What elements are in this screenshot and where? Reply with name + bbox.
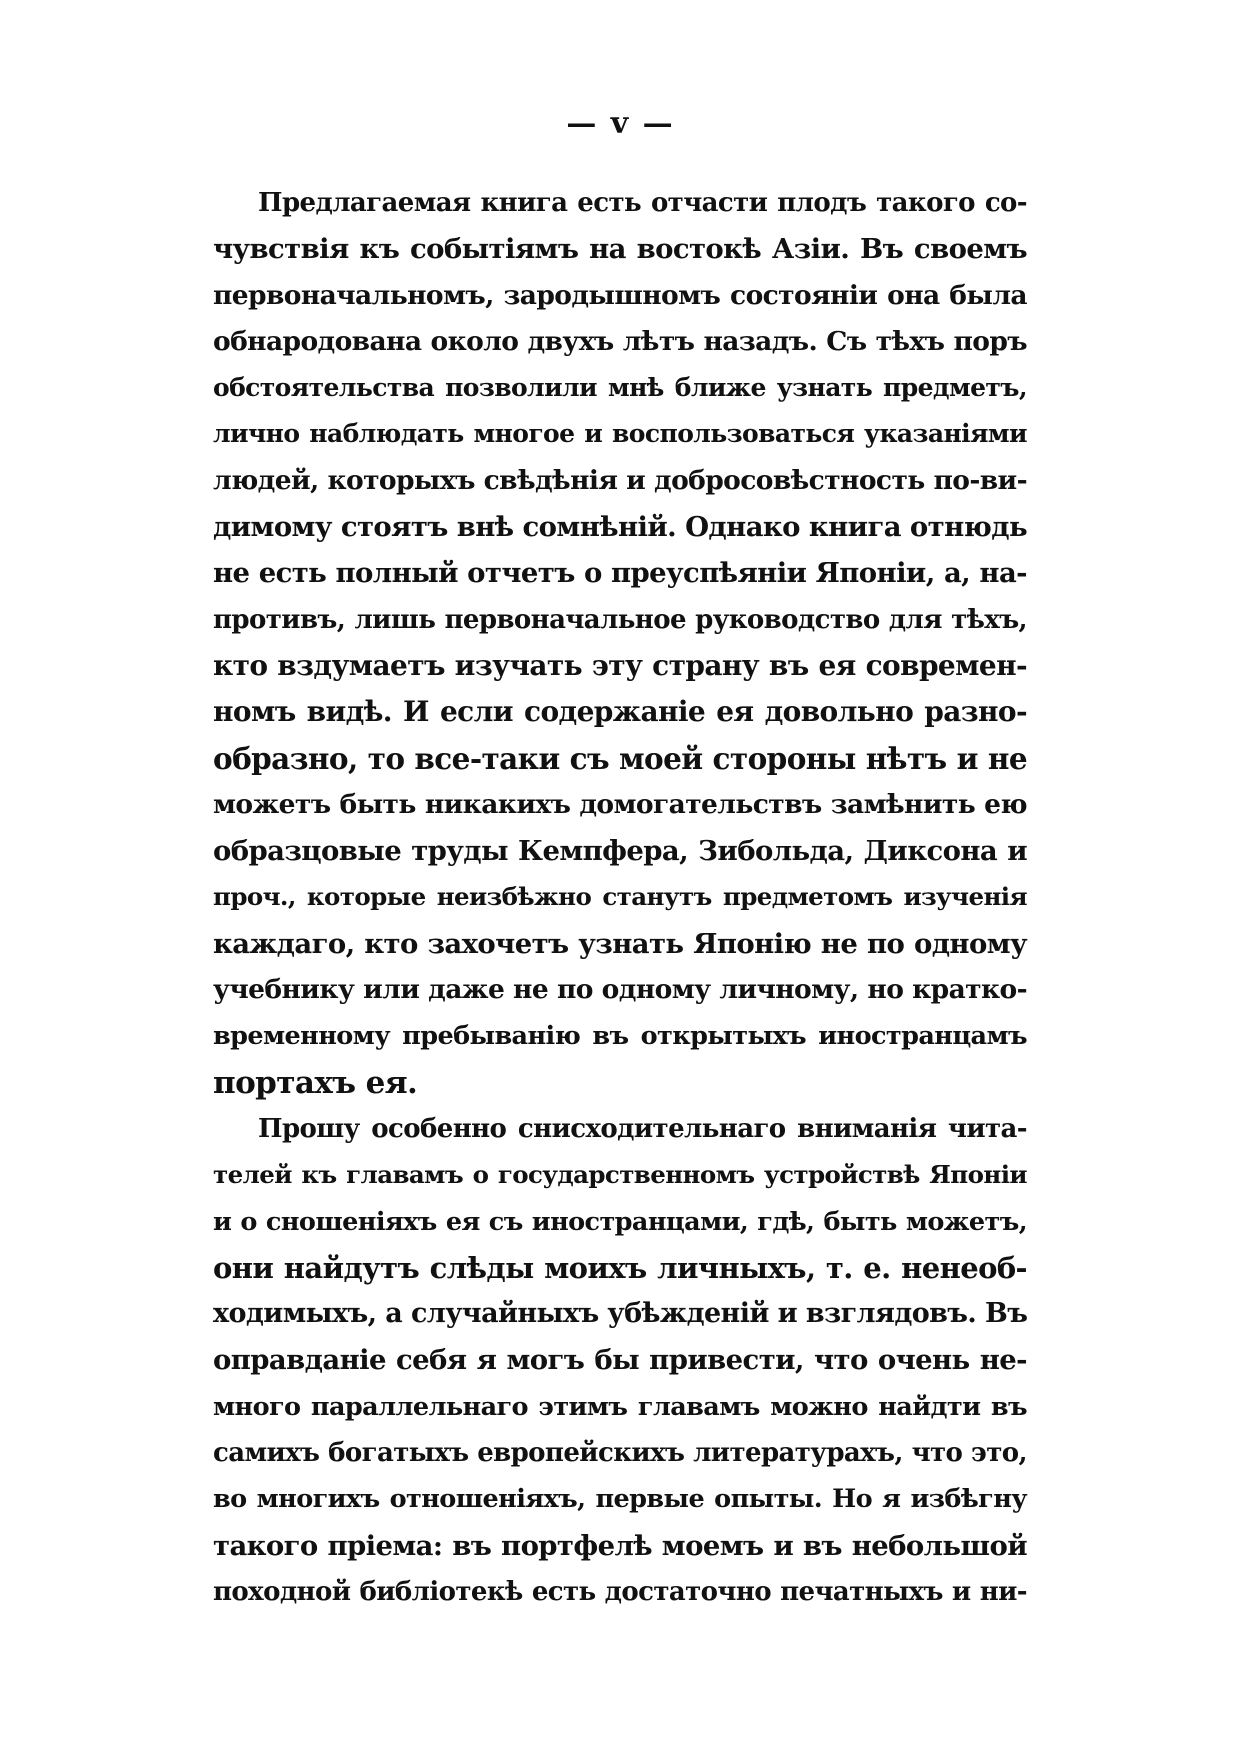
text-line: во многихъ отношеніяхъ, первые опыты. Но я избѣгну	[213, 1484, 1027, 1515]
text-line: чувствія къ событіямъ на востокѣ Азіи. Въ своемъ	[213, 233, 1027, 266]
text-line: образно, то все-таки съ моей стороны нѣтъ и не	[213, 740, 1027, 776]
text-line: Прошу особенно снисходительнаго вниманія чита-	[258, 1113, 1027, 1144]
text-line: ходимыхъ, а случайныхъ убѣжденій и взглядовъ. Въ	[213, 1298, 1028, 1330]
paragraph-1	[213, 180, 1027, 1106]
text-line: походной библіотекѣ есть достаточно печатныхъ и ни-	[213, 1576, 1027, 1607]
text-line: противъ, лишь первоначальное руководство для тѣхъ,	[213, 604, 1027, 635]
text-line: они найдутъ слѣды моихъ личныхъ, т. е. ненеоб-	[213, 1250, 1027, 1285]
text-line: обнародована около двухъ лѣтъ назадъ. Съ тѣхъ поръ	[213, 325, 1027, 357]
text-line: обстоятельства позволили мнѣ ближе узнать предметъ,	[213, 373, 1027, 403]
text-line: кто вздумаетъ изучать эту страну въ ея современ-	[213, 648, 1027, 682]
text-line: димому стоятъ внѣ сомнѣній. Однако книга отнюдь	[213, 511, 1028, 544]
text-line: можетъ быть никакихъ домогательствъ замѣнить ею	[213, 788, 1027, 820]
page-number: — v —	[566, 106, 675, 141]
text-line: и о сношеніяхъ ея съ иностранцами, гдѣ, быть можетъ,	[213, 1206, 1027, 1237]
text-line: не есть полный отчетъ о преуспѣяніи Японіи, а, на-	[213, 557, 1027, 590]
paragraph-2	[213, 1106, 1027, 1615]
text-line: оправданіе себя я могъ бы привести, что очень не-	[213, 1344, 1027, 1377]
text-line: много параллельнаго этимъ главамъ можно найдти въ	[213, 1391, 1027, 1422]
text-line: Предлагаемая книга есть отчасти плодъ такого со-	[258, 188, 1027, 218]
text-line: портахъ ея.	[213, 1064, 418, 1101]
text-line: самихъ богатыхъ европейскихъ литературахъ, что это,	[213, 1438, 1027, 1469]
text-line: проч., которые неизбѣжно станутъ предметомъ изученія	[213, 882, 1027, 912]
text-line: первоначальномъ, зародышномъ состояніи она была	[213, 279, 1027, 311]
text-line: учебнику или даже не по одному личному, но кратко-	[213, 974, 1027, 1006]
text-line: такого пріема: въ портфелѣ моемъ и въ небольшой	[213, 1529, 1027, 1562]
text-line: временному пребыванію въ открытыхъ иностранцамъ	[213, 1021, 1027, 1052]
text-line: каждаго, кто захочетъ узнать Японію не по одному	[213, 927, 1027, 960]
text-line: телей къ главамъ о государственномъ устройствѣ Японіи	[213, 1160, 1027, 1190]
text-line: лично наблюдать многое и воспользоваться указаніями	[213, 419, 1027, 449]
body-text	[213, 180, 1027, 1615]
text-line: образцовые труды Кемпфера, Зибольда, Диксона и	[213, 835, 1027, 868]
text-line: номъ видѣ. И если содержаніе ея довольно разно-	[213, 695, 1027, 729]
text-line: людей, которыхъ свѣдѣнія и добросовѣстность по-ви-	[213, 464, 1027, 496]
